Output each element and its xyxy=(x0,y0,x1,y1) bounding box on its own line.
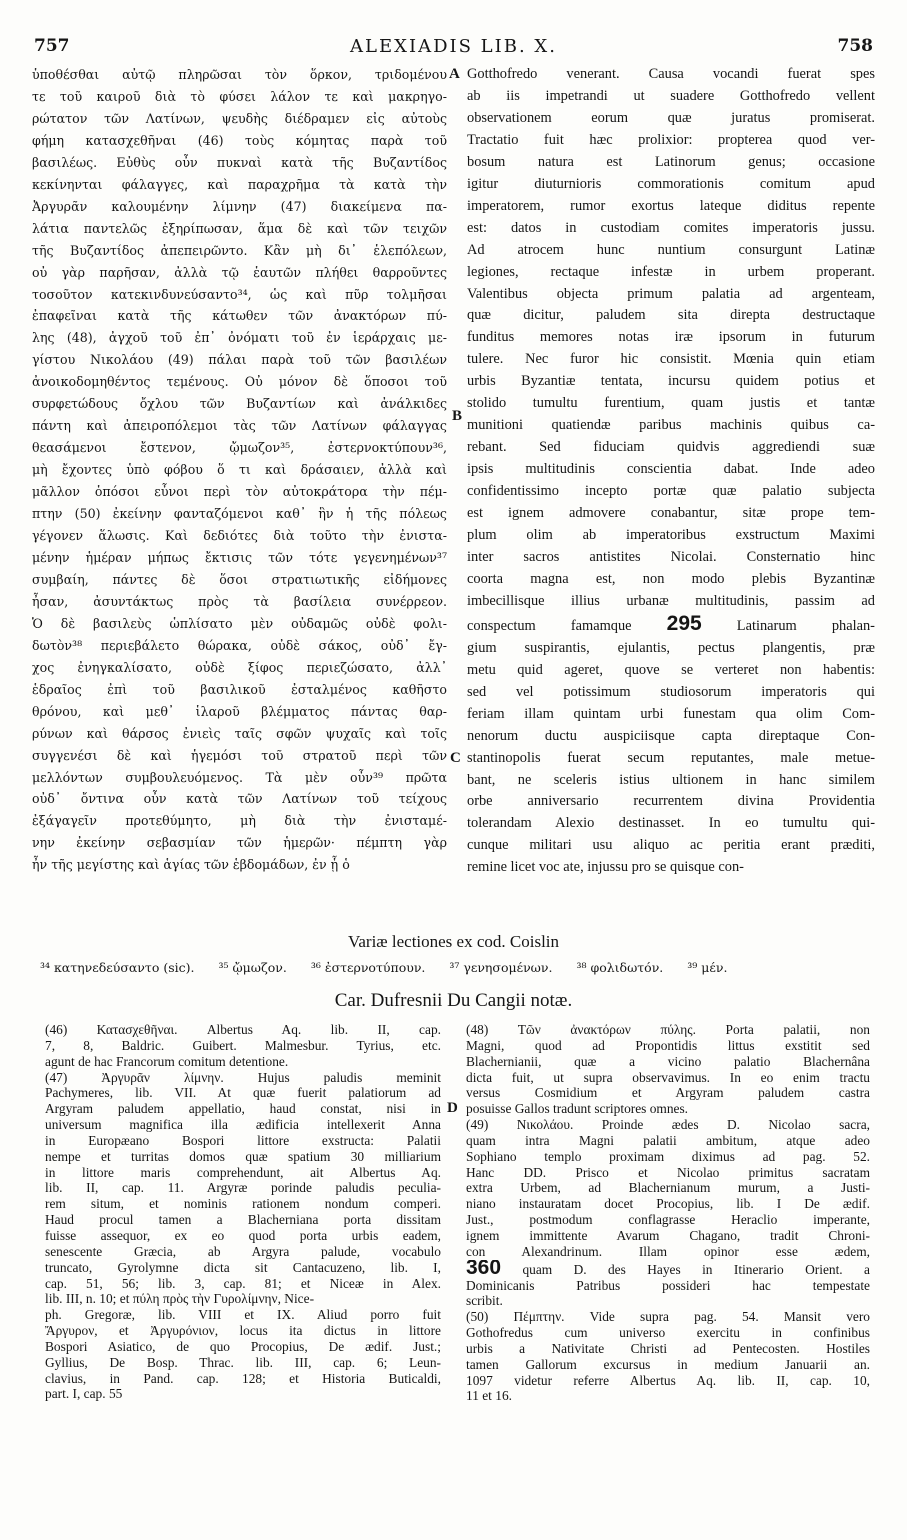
greek-line: οὐ γὰρ παρῆσαν, ἀλλὰ τῷ ἑαυτῶν πλήθει θαρροῦντες xyxy=(32,264,447,280)
greek-line: πτην (50) ἐκείνην φανταζόμενοι καθ᾽ ἣν ἡ τῆς πόλεως xyxy=(32,506,447,522)
latin-line: ab iis impetrandi ut suadere Gotthofredo vellent xyxy=(467,87,875,104)
variant-reading: ³⁹ μέν. xyxy=(687,960,728,975)
note-line: Haud procul tamen a Blacherniana porta dissitam xyxy=(45,1212,441,1228)
latin-line: ipsis multitudinis conscientia dabat. Inde adeo xyxy=(467,461,875,478)
note-line: (49) Νικολάου. Proinde ædes D. Nicolao sacra, xyxy=(466,1117,870,1133)
greek-line: τῆς Βυζαντίδος ἀπεπειρῶντο. Κἂν μὴ δι᾽ ἑλεπόλεων, xyxy=(32,242,447,258)
notes-left-column xyxy=(45,1022,441,1402)
greek-line: συμβαίη, πάντες δὲ ὅσοι στρατιωτικῆς εἰδήμονες xyxy=(32,571,447,587)
greek-line: ἐξάγαγεῖν προτεθύμητο, μὴ διὰ τὴν ἐνισταμέ- xyxy=(32,813,447,829)
latin-line: feriam illam quintam urbi funestam qua olim Com- xyxy=(467,705,875,722)
page-number-right: 758 xyxy=(837,36,873,56)
note-line: in littore maris comprehendunt, ait Albertus Aq. xyxy=(45,1164,441,1180)
section-marker-c: C xyxy=(450,750,461,766)
greek-text-column xyxy=(32,64,447,876)
note-line: extra Urbem, ad Blachernianum murum, a Justi- xyxy=(466,1180,870,1196)
greek-line: γίστου Νικολάου (49) πάλαι παρὰ τοῦ τῶν βασιλέων xyxy=(32,352,447,368)
note-line: dicta fuit, ut supra observavimus. In eo enim tractu xyxy=(466,1069,870,1085)
note-line: tamen Gallorum excursus in medium Januarii an. xyxy=(466,1356,870,1372)
note-line: (47) Ἀργυρᾶν λίμνην. Hujus paludis meminit xyxy=(45,1069,441,1085)
latin-line: plum olim ab imperatoribus exstructum Maximi xyxy=(467,527,875,544)
latin-line: urbis Byzantiæ tentata, incursu quidem potius et xyxy=(467,373,875,390)
variae-lectiones-list xyxy=(40,960,867,975)
note-line: Bospori Asiatico, de quo Procopius, De ædif. Just.; xyxy=(45,1338,441,1354)
latin-line: sed vel potissimum studiosorum imperatoris qui xyxy=(467,683,875,700)
greek-line: ὑποθέσθαι αὐτῷ πληρῶσαι τὸν ὅρκον, τριδομένου xyxy=(32,67,447,82)
greek-line: τοσοῦτον κατεκινδυνεύσαντο³⁴, ὡς καὶ πῦρ τολμῆσαι xyxy=(32,286,447,302)
greek-line: συγγενέσι δὲ καὶ ἡγεμόσι τοῦ στρατοῦ περὶ τῶν xyxy=(32,747,447,763)
latin-line: igitur diuturnioris commorationis comitum apud xyxy=(467,175,875,192)
variant-reading: ³⁷ γενησομένων. xyxy=(449,960,553,975)
greek-line: γέγονεν ἅλωσις. Καὶ δεδιότες διὰ τοῦτο τὴν ἐνιστα- xyxy=(32,528,447,544)
note-line: 1097 videtur referre Albertus Aq. lib. II, cap. 10, xyxy=(466,1372,870,1388)
latin-line: est: datos in custodiam comites imperatoris jussu. xyxy=(467,219,875,236)
latin-line: gium suspirantis, ejulantis, pectus plangentis, præ xyxy=(467,639,875,656)
column-number: 295 xyxy=(666,612,702,635)
note-line: senescente Græcia, ab Argyra palude, vocabulo xyxy=(45,1243,441,1259)
latin-line: remine licet voc ate, injussu pro se quisque con- xyxy=(467,859,744,876)
greek-line: πάντη καὶ ἀπειροπόλεμοι τὰς τῶν Λατίνων φάλαγγας xyxy=(32,418,447,434)
greek-line: ρώτατον τῶν Λατίνων, ψευδὴς διέδραμεν εἰς αὐτοὺς xyxy=(32,110,447,126)
note-line: 11 et 16. xyxy=(466,1388,512,1404)
latin-line: Gotthofredo venerant. Causa vocandi fuerat spes xyxy=(467,66,875,82)
greek-line: μὴ ἔχοντες ὑπὸ φόβου ὅ τι καὶ δράσαιεν, ἀλλὰ καὶ xyxy=(32,462,447,478)
greek-line: δωτὸν³⁸ περιεβάλετο θώρακα, οὐδὲ σάκος, οὐδ᾽ ἔγ- xyxy=(32,637,447,653)
latin-line: bosum natura est Latinorum genus; occasione xyxy=(467,153,875,170)
note-line: clavius, in Pand. cap. 128; et Historia Buticaldi, xyxy=(45,1370,441,1386)
greek-line: μᾶλλον ὁπόσοι εὖνοι περὶ τὸν αὐτοκράτορα τὴν πέμ- xyxy=(32,484,447,500)
variae-lectiones-title: Variæ lectiones ex cod. Coislin xyxy=(347,932,560,951)
note-line: agunt de hac Francorum comitum detentione. xyxy=(45,1053,289,1069)
latin-line xyxy=(467,613,875,638)
greek-line: λάτια παντελῶς ἐξηρίπωσαν, ἅμα δὲ καὶ τῶν τειχῶν xyxy=(32,220,447,236)
latin-line: tulere. Nec furor hic consistit. Mœnia quin etiam xyxy=(467,351,875,368)
greek-line: ἦσαν, ἀσυντάκτως πρὸς τὰ βασίλεια συνέρρεον. xyxy=(32,593,447,609)
note-line: con Alexandrinum. Illam opinor esse ædem, xyxy=(466,1243,870,1259)
note-line: lib. II, cap. 11. Argyræ porinde paludis peculia- xyxy=(45,1180,441,1196)
running-title: ALEXIADIS LIB. X. xyxy=(350,36,557,57)
latin-line-part: Latinarum phalan- xyxy=(736,617,875,634)
greek-line: Ὁ δὲ βασιλεὺς ὡπλίσατο μὲν οὐδαμῶς οὐδὲ φολι- xyxy=(32,615,447,631)
greek-line: χος ἐνηγκαλίσατο, οὐδὲ ξίφος περιεζώσατο, ἀλλ᾽ xyxy=(32,659,447,675)
note-line: Ἄργυρον, et Ἀργυρόνιον, locus ita dictus in littore xyxy=(45,1323,441,1339)
variant-reading: ³⁶ ἐστερνοτύπουν. xyxy=(310,960,426,975)
note-line: 7, 8, Baldric. Guibert. Malmesbur. Tyrius, etc. xyxy=(45,1037,441,1053)
greek-line: ἐπαφεῖναι κατὰ τῆς κάτωθεν τῶν ἀνακτόρων πύ- xyxy=(32,308,447,324)
latin-line: nenorum ductu auspiciisque capta direptaque Con- xyxy=(467,727,875,744)
latin-line: tolerandam Alexio destinasset. In eo tumultu qui- xyxy=(467,815,875,832)
note-line: fuisse assequor, ex eo quod porta urbis eadem, xyxy=(45,1227,441,1243)
variant-reading: ³⁸ φολιδωτόν. xyxy=(576,960,664,975)
notes-title: Car. Dufresnii Du Cangii notæ. xyxy=(334,990,573,1011)
note-line: Dominicanis Patribus possideri hac tempestate xyxy=(466,1277,870,1293)
latin-line: imperatorem, rumor exortus lateque diditus repente xyxy=(467,197,875,214)
notes-right-column xyxy=(466,1022,870,1404)
latin-line: coorta magna est, non modo plebis Byzantinæ xyxy=(467,570,875,587)
latin-line: confidentissimo incepto portæ quæ palatio subjecta xyxy=(467,483,875,500)
note-line: Sophiano templo proximam diximus ad pag. 52. xyxy=(466,1148,870,1164)
latin-line: orbe anniversario recurrentem divina Providentia xyxy=(467,793,875,810)
note-line: Magni, quod ad Propontidis littus exstitit sed xyxy=(466,1037,870,1053)
note-line: Just., postmodum conflagrasse Heraclio imperante, xyxy=(466,1212,870,1228)
greek-line: κεκίνηνται φάλαγγες, καὶ παραχρῆμα τὰ κατὰ τὴν xyxy=(32,176,447,192)
note-line: posuisse Gallos tradunt scriptores omnes. xyxy=(466,1101,689,1117)
note-line: ignem immittente Avarum Chagano, tradit Chroni- xyxy=(466,1227,870,1243)
greek-line: ἀνοικοδομηθέντος τεμένους. Οὐ μόνον δὲ ὅποσοι τοῦ xyxy=(32,374,447,390)
latin-line: bant, ne sceleris istius ultionem in hanc similem xyxy=(467,771,875,788)
latin-line-part: conspectum famamque xyxy=(467,617,632,634)
note-line: rem situm, et nominis rationem nondum comperi. xyxy=(45,1196,441,1212)
greek-line: μελλόντων συμβουλευόμενος. Τὰ μὲν οὖν³⁹ πρῶτα xyxy=(32,769,447,785)
note-line: Pachymeres, lib. VII. At quæ fuerit palatiorum ad xyxy=(45,1085,441,1101)
latin-line: munitioni quatiendæ paribus machinis quibus ca- xyxy=(467,417,875,434)
greek-line: μένην ἡμέραν μήπως ἔκτισις τῶν τότε γεγενημένων³⁷ xyxy=(32,549,447,565)
note-line: lib. III, n. 10; et πύλη πρὸς τὴν Γυρολίμνην, Nice- xyxy=(45,1291,315,1307)
note-line: Blachernianii, quæ a vicino palatio Blachernâna xyxy=(466,1053,870,1069)
note-line: quam intra Magni palatii ambitum, atque adeo xyxy=(466,1132,870,1148)
section-marker-b: B xyxy=(452,408,463,424)
section-marker-d: D xyxy=(447,1100,458,1116)
latin-line: stantinopolis fuerat secum reputantes, male metue- xyxy=(467,749,875,766)
latin-line: inter sacros antistites Nicolai. Consternatio hinc xyxy=(467,548,875,565)
latin-line: Ad atrocem hunc nuntium consurgunt Latinæ xyxy=(467,241,875,258)
note-line: in Europæano Bospori littore exstructa: Palatii xyxy=(45,1132,441,1148)
note-line: part. I, cap. 55 xyxy=(45,1386,123,1402)
greek-line: νην ἐκείνην σεβασμίαν τῶν ἡμερῶν· πέμπτη γὰρ xyxy=(32,835,447,851)
section-marker-a: A xyxy=(449,66,460,82)
note-line: (48) Τῶν ἀνακτόρων πύλης. Porta palatii, non xyxy=(466,1022,870,1037)
note-line-text: quam D. des Hayes in Itinerario Orient. a xyxy=(522,1261,870,1277)
latin-line: imbecillisque illius urbanæ multitudinis, passim ad xyxy=(467,592,875,609)
latin-line: rebant. Sed fiduciam quidvis aggrediendi suæ xyxy=(467,439,875,456)
note-line: truncato, Gyrolymne dicta sit Cantacuzeno, lib. I, xyxy=(45,1259,441,1275)
latin-line: Tractatio fuit hæc prolixior: propterea quod ver- xyxy=(467,131,875,148)
latin-line: funditus memores notas iræ ipsorum in futurum xyxy=(467,329,875,346)
greek-line: ἑδραῖος ἐπὶ τοῦ βασιλικοῦ ἐσταλμένος καθῆστο xyxy=(32,681,447,697)
note-line: Hanc DD. Prisco et Nicolao primitus sacratam xyxy=(466,1164,870,1180)
note-line: (50) Πέμπτην. Vide supra pag. 54. Mansit vero xyxy=(466,1309,870,1325)
note-line: Gyllius, De Bosp. Thrac. lib. III, cap. 6; Leun- xyxy=(45,1354,441,1370)
greek-line: λης (48), ἀγχοῦ τοῦ ἐπ᾽ ὀνόματι τοῦ ἐν ἱεράρχαις με- xyxy=(32,330,447,346)
note-line xyxy=(466,1260,870,1278)
note-line: versus Cosmidium et Argyram paludem castra xyxy=(466,1085,870,1101)
greek-line: συρφετώδους ὄχλου τῶν Βυζαντίων καὶ ἀνάλκιδες xyxy=(32,396,447,412)
greek-line: θρόνου, καὶ μεθ᾽ ἱλαροῦ βλέμματος πάντας θαρ- xyxy=(32,703,447,719)
page-number-left: 757 xyxy=(34,36,70,56)
latin-text-column xyxy=(467,64,875,879)
column-number: 360 xyxy=(466,1259,502,1278)
latin-line: observationem eorum quæ juratus promiserat. xyxy=(467,109,875,126)
page-header xyxy=(30,36,877,60)
latin-line: Valentibus objecta primum palatia ad argenteam, xyxy=(467,285,875,302)
variant-reading: ³⁵ ᾤμωζον. xyxy=(218,960,287,975)
note-line: urbis a Nativitate Christi ad Pentecosten. Hostiles xyxy=(466,1340,870,1356)
note-line: scribit. xyxy=(466,1293,503,1309)
note-line: (46) Κατασχεθῆναι. Albertus Aq. lib. II, cap. xyxy=(45,1022,441,1037)
greek-line: Ἀργυρᾶν καλουμένην λίμνην (47) διακείμενα πα- xyxy=(32,198,447,214)
note-line: Gothofredus cum universo exercitu in confinibus xyxy=(466,1325,870,1341)
greek-line: τε τοῦ καιροῦ διὰ τὸ φύσει λάλον τε καὶ μακρηγο- xyxy=(32,88,447,104)
variant-reading: ³⁴ κατηνεδεύσαντο (sic). xyxy=(40,960,195,975)
greek-line: ἦν τῆς μεγίστης καὶ ἁγίας τῶν ἑβδομάδων, ἐν ᾗ ὁ xyxy=(32,857,350,873)
note-line: nempe et turritas domos quæ spatium 30 milliarium xyxy=(45,1148,441,1164)
latin-line: stolido tumultu furentium, quam justis et tantæ xyxy=(467,395,875,412)
greek-line: ρύνων καὶ θάρσος ἐνιεὶς ταῖς σφῶν ψυχαῖς καὶ τοῖς xyxy=(32,725,447,741)
note-line: Argyram paludem appellatio, haud constat, nisi in xyxy=(45,1101,441,1117)
greek-line: οὐδ᾽ ὄντινα οὖν κατὰ τῶν Λατίνων τοῦ τείχους xyxy=(32,791,447,807)
note-line: universum magnifica illa ædificia intellexerit Anna xyxy=(45,1117,441,1133)
latin-line: legiones, rectaque infestæ in urbem properant. xyxy=(467,263,875,280)
latin-line: quæ dicitur, paludem sita direpta destructaque xyxy=(467,307,875,324)
note-line: niano instauratam docet Procopius, lib. I De ædif. xyxy=(466,1196,870,1212)
greek-line: βασιλέως. Εὐθὺς οὖν πυκναὶ κατὰ τῆς Βυζαντίδος xyxy=(32,154,447,170)
latin-line: metu quid ageret, quove se verteret non habentis: xyxy=(467,661,875,678)
greek-line: φήμη κατασχεθῆναι (46) τοὺς κόμητας παρὰ τοῦ xyxy=(32,132,447,148)
note-line: ph. Gregoræ, lib. VIII et IX. Aliud porro fuit xyxy=(45,1307,441,1323)
note-line: cap. 51, 56; lib. 3, cap. 81; et Niceæ in Alex. xyxy=(45,1275,441,1291)
latin-line: est ignem admovere conabantur, sitæ prope tem- xyxy=(467,505,875,522)
latin-line: cunque militari usu aliquo ac peritia erant præditi, xyxy=(467,837,875,854)
greek-line: θεασάμενοι ἔστενον, ᾤμωζον³⁵, ἐστερνοκτύπουν³⁶, xyxy=(32,440,447,456)
